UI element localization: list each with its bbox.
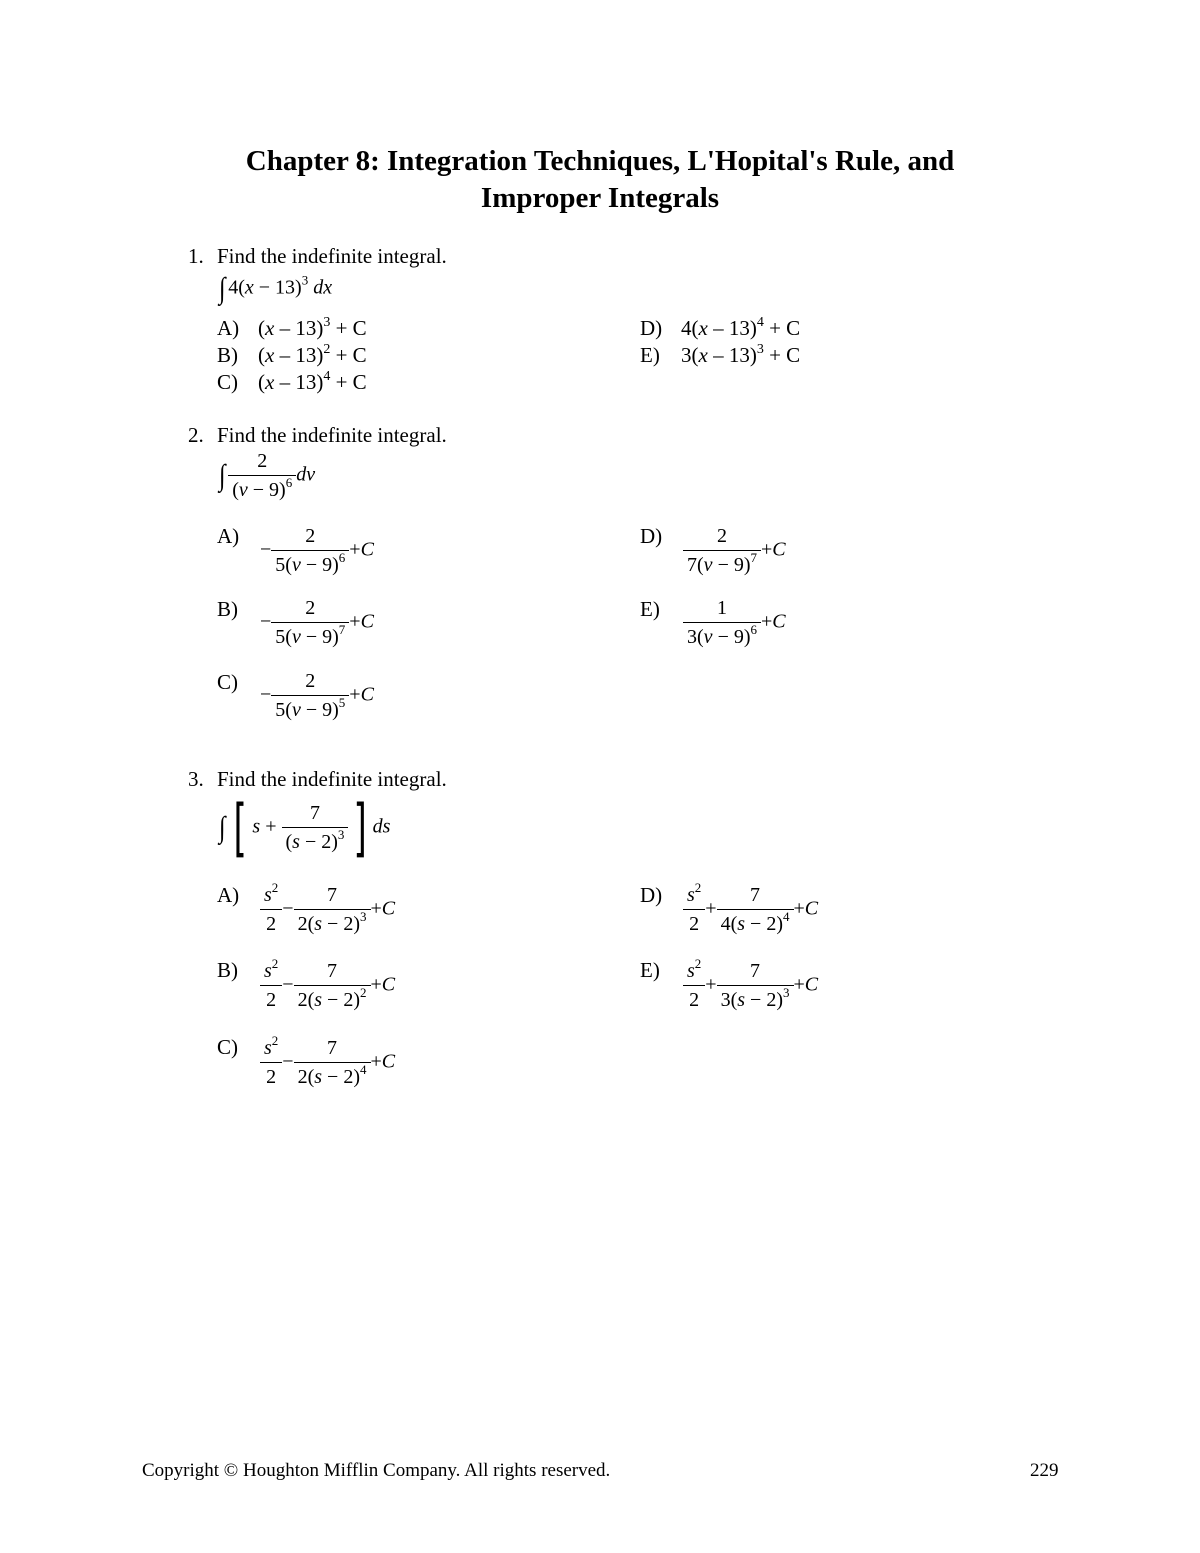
question-1-integral: ∫ $4(x - 13)^3$ dx [218, 272, 333, 305]
q1-option-b: (x – 13)$^2$ + C [258, 342, 367, 367]
question-3-text: Find the indefinite integral. [217, 767, 447, 791]
chapter-title-line-1: Chapter 8: Integration Techniques, L'Hopital's Rule, and [245, 145, 955, 177]
question-1-text: Find the indefinite integral. [217, 244, 447, 268]
question-2-integral: ∫ $\frac{2}{(v - 9)^6}$ dv [218, 450, 316, 501]
q2-option-c-label: C) [217, 670, 238, 694]
q3-option-e-label: E) [640, 958, 660, 982]
q3-option-c-label: C) [217, 1035, 238, 1059]
q3-option-a-label: A) [217, 883, 240, 907]
q1-option-d: 4(x – 13)$^4$ + C [681, 315, 801, 340]
question-2-prompt [188, 423, 447, 447]
q3-option-e: $\frac{s^2}{2}$ + $\frac{7}{3(s - 2)^3}$ +C [683, 960, 818, 1012]
q3-option-d: $\frac{s^2}{2}$ + $\frac{7}{4(s - 2)^4}$ +C [683, 884, 818, 936]
question-1-number: 1. [188, 244, 204, 268]
q2-option-d-label: D) [640, 524, 663, 548]
q1-option-e-label: E) [640, 343, 660, 367]
q2-option-e: $\frac{1}{3(v - 9)^6}$ +C [683, 597, 786, 649]
q3-option-d-label: D) [640, 883, 663, 907]
footer-copyright: Copyright © Houghton Mifflin Company. All rights reserved. [142, 1460, 611, 1481]
q2-option-d: $\frac{2}{7(v - 9)^7}$ +C [683, 525, 786, 577]
footer-page-number: 229 [1030, 1460, 1059, 1481]
q1-option-a: (x – 13)$^3$ + C [258, 315, 367, 340]
q3-option-b-label: B) [217, 958, 238, 982]
q3-option-a: $\frac{s^2}{2}$ − $\frac{7}{2(s - 2)^3}$ +C [260, 884, 395, 936]
question-2-text: Find the indefinite integral. [217, 423, 447, 447]
q1-option-b-label: B) [217, 343, 238, 367]
q3-option-c: $\frac{s^2}{2}$ − $\frac{7}{2(s - 2)^4}$ +C [260, 1037, 395, 1089]
question-3-prompt [188, 767, 447, 791]
q2-option-b: − $\frac{2}{5(v - 9)^7}$ +C [260, 597, 374, 648]
q1-option-c: (x – 13)$^4$ + C [258, 369, 367, 394]
q2-option-e-label: E) [640, 597, 660, 621]
question-2-number: 2. [188, 423, 204, 447]
question-1-prompt [188, 244, 447, 268]
q2-option-a-label: A) [217, 524, 240, 548]
chapter-title [0, 143, 1200, 217]
q1-option-a-label: A) [217, 316, 240, 340]
chapter-title-line-2: Improper Integrals [480, 182, 720, 214]
question-3-integral: ∫ [ s + $\frac{7}{(s - 2)^3}$ ] ds [218, 791, 391, 864]
question-3-number: 3. [188, 767, 204, 791]
q2-option-b-label: B) [217, 597, 238, 621]
q3-option-b: $\frac{s^2}{2}$ − $\frac{7}{2(s - 2)^2}$ +C [260, 960, 395, 1012]
q1-option-d-label: D) [640, 316, 663, 340]
q1-option-e: 3(x – 13)$^3$ + C [681, 342, 801, 367]
q2-option-a: − $\frac{2}{5(v - 9)^6}$ +C [260, 525, 374, 576]
q2-option-c: − $\frac{2}{5(v - 9)^5}$ +C [260, 670, 374, 721]
q1-option-c-label: C) [217, 370, 238, 394]
